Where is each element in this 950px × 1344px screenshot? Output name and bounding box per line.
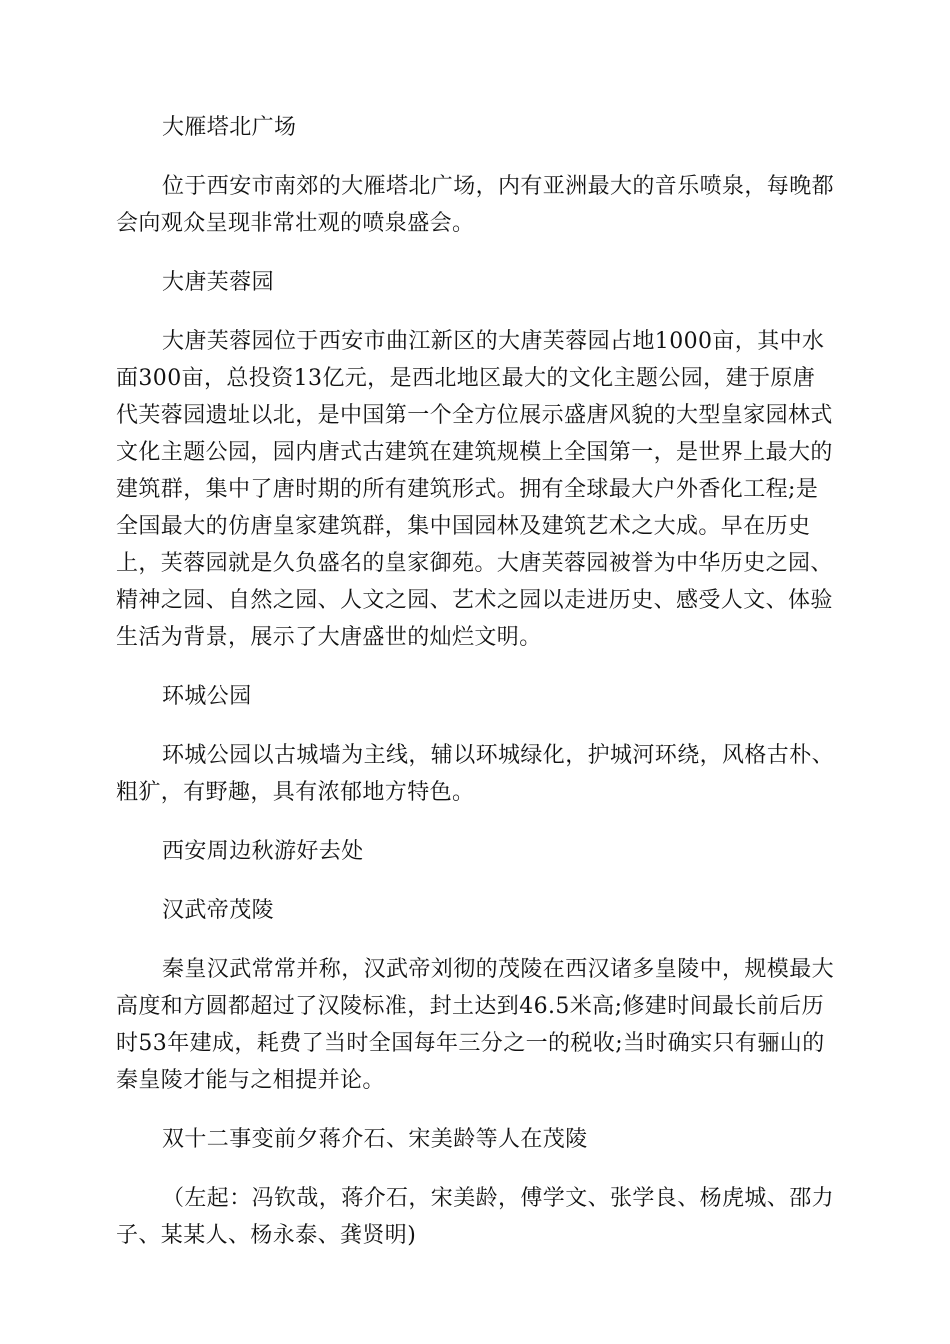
paragraph-furongyuan: 大唐芙蓉园位于西安市曲江新区的大唐芙蓉园占地1000亩，其中水面300亩，总投资13亿元，是西北地区最大的文化主题公园，建于原唐代芙蓉园遗址以北，是中国第一个全方位展示盛唐风貌的大型皇家园林式文化主题公园，园内唐式古建筑在建筑规模上全国第一，是世界上最大的建筑群，集中了唐时期的所有建筑形式。拥有全球最大户外香化工程;是全国最大的仿唐皇家建筑群，集中国园林及建筑艺术之大成。早在历史上，芙蓉园就是久负盛名的皇家御苑。大唐芙蓉园被誉为中华历史之园、精神之园、自然之园、人文之园、艺术之园以走进历史、感受人文、体验生活为背景，展示了大唐盛世的灿烂文明。 [116, 329, 833, 650]
section-heading-huancheng: 环城公园 [162, 684, 252, 709]
paragraph-huancheng: 环城公园以古城墙为主线，辅以环城绿化，护城河环绕，风格古朴、粗犷，有野趣，具有浓郁地方特色。 [116, 743, 835, 805]
document-body [116, 109, 836, 1276]
section-heading-autumn-trips: 西安周边秋游好去处 [162, 839, 364, 864]
section-heading-dayanta: 大雁塔北广场 [162, 115, 297, 140]
photo-caption-names: （左起：冯钦哉，蒋介石，宋美龄，傅学文、张学良、杨虎城、邵力子、某某人、杨永泰、龚贤明) [116, 1186, 835, 1248]
paragraph-maoling: 秦皇汉武常常并称，汉武帝刘彻的茂陵在西汉诸多皇陵中，规模最大高度和方圆都超过了汉陵标准，封土达到46.5米高;修建时间最长前后历时53年建成，耗费了当时全国每年三分之一的税收;当时确实只有骊山的秦皇陵才能与之相提并论。 [116, 957, 835, 1093]
section-heading-furongyuan: 大唐芙蓉园 [162, 270, 275, 295]
section-heading-maoling: 汉武帝茂陵 [162, 898, 275, 923]
photo-caption-heading: 双十二事变前夕蒋介石、宋美龄等人在茂陵 [162, 1127, 588, 1152]
paragraph-dayanta: 位于西安市南郊的大雁塔北广场，内有亚洲最大的音乐喷泉，每晚都会向观众呈现非常壮观的喷泉盛会。 [116, 174, 835, 236]
